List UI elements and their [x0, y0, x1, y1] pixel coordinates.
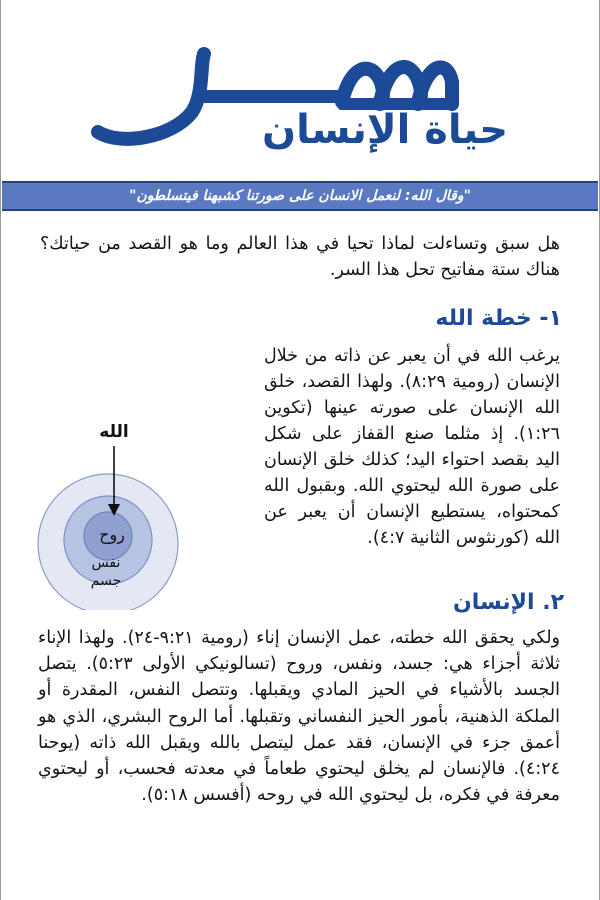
quote-banner [2, 181, 598, 211]
quote-text: "وقال الله: لنعمل الانسان على صورتنا كشبهنا فيتسلطون" [129, 188, 471, 204]
section-heading-man: ٢. الإنسان [452, 590, 564, 615]
section-body-man: ولكي يحقق الله خطته، عمل الإنسان إناء (رومية ٩:٢١-٢٤). ولهذا الإناء ثلاثة أجزاء هي: جسد، ونفس، وروح (تسالونيكي الأولى ٥:٢٣). يتصل الجسد بالأشياء في الحيز المادي ويقبلها. وتتصل النفس، المقدرة أو الملكة الذهنية، بأمور الحيز النفساني وتقبلها. أما الروح البشري، الذي هو أعمق جزء في الإنسان، فقد عمل ليتصل بالله ويقبل الله ذاته (يوحنا ٤:٢٤). فالإنسان لم يخلق ليحتوي طعاماً في معدته فحسب، أو ليحتوي معرفة في فكره، بل ليحتوي الله في روحه (أفسس ٥:١٨). [38, 628, 560, 806]
section-body-gods-plan: يرغب الله في أن يعبر عن ذاته من خلال الإنسان (رومية ٨:٢٩). ولهذا القصد، خلق الله الإنسان على صورته عينها (تكوين ١:٢٦). إذ مثلما صنع القفاز على شكل اليد بقصد احتواء اليد؛ كذلك خلق الإنسان على صورة الله ليحتوي الله. وبقبول الله كمحتواه، يستطيع الإنسان أن يعبر عن الله (كورنثوس الثانية ٤:٧). [264, 346, 560, 548]
section-heading-gods-plan: ١- خطة الله [435, 306, 562, 331]
title-logo [80, 20, 480, 180]
spirit-soul-body-diagram [34, 420, 184, 610]
diagram-label-body: جسم [90, 573, 122, 589]
page-border-left [0, 0, 1, 900]
diagram-label-god: الله [99, 422, 129, 442]
diagram-label-spirit: روح [99, 525, 125, 544]
intro-paragraph: هل سبق وتساءلت لماذا تحيا في هذا العالم وما هو القصد من حياتك؟ هناك ستة مفاتيح تحل هذا السر. [40, 234, 560, 280]
page-subtitle: حياة الإنسان [262, 107, 509, 153]
diagram-label-soul: نفس [91, 555, 121, 571]
